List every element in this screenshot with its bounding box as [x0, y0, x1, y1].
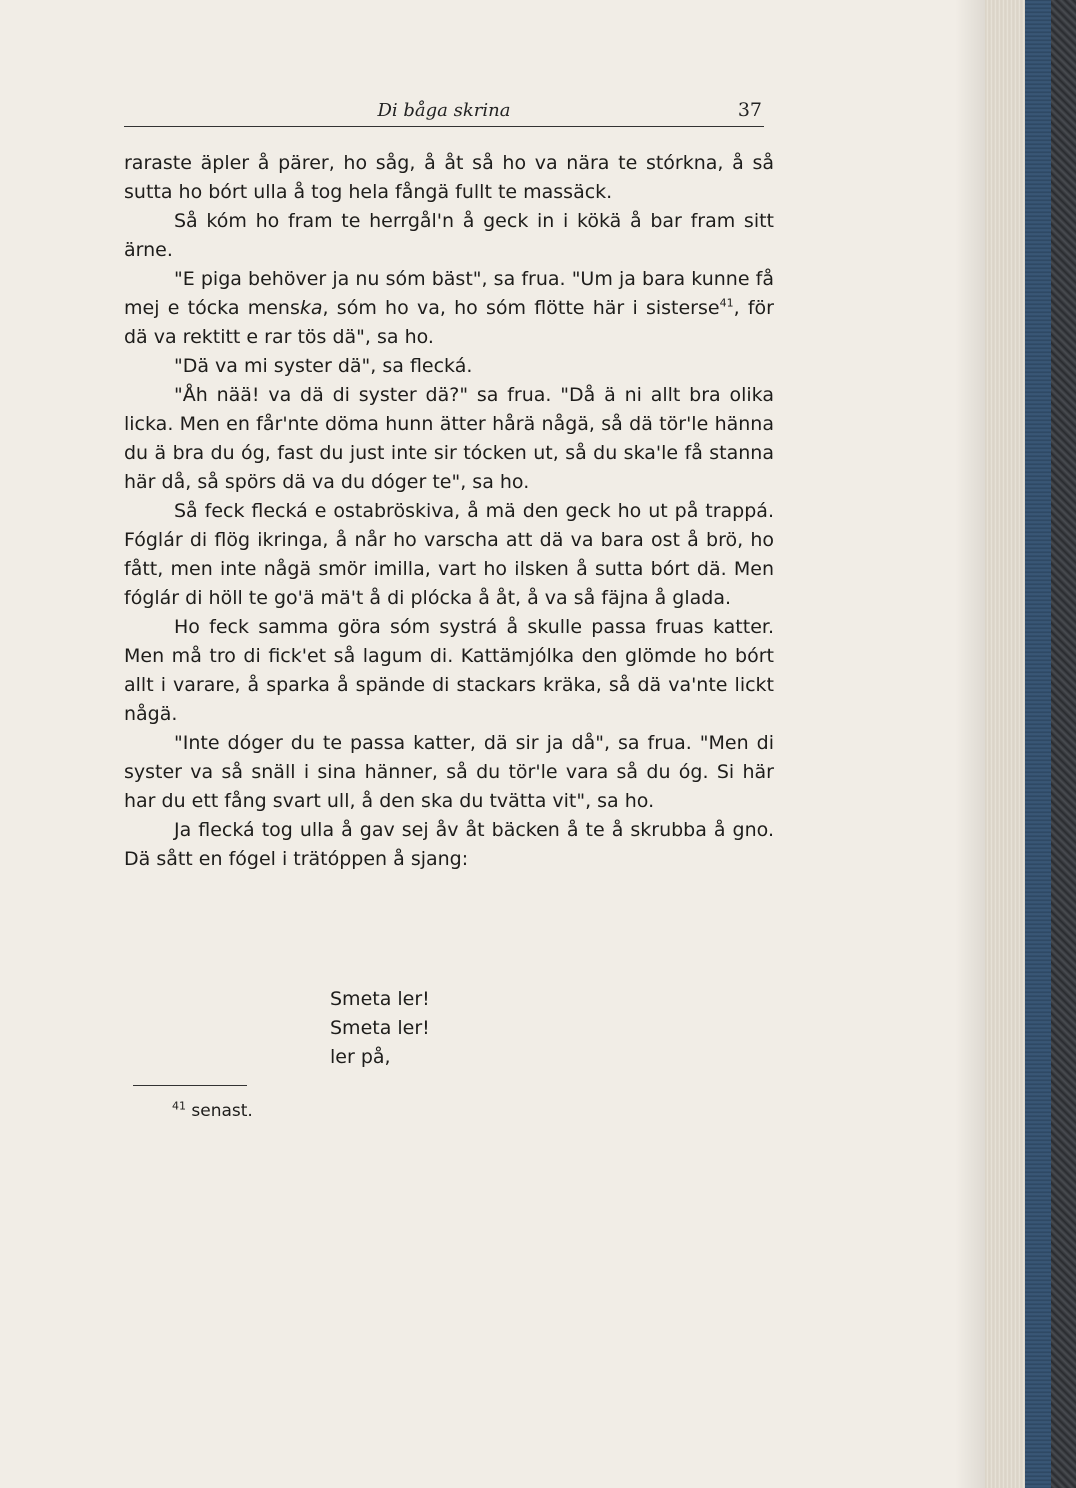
footnote-number: 41 [172, 1099, 186, 1113]
background-cloth [1051, 0, 1076, 1488]
verse [330, 985, 430, 1072]
footnote-reference: 41 [719, 296, 734, 310]
page-number: 37 [737, 99, 762, 121]
verse-line: ler på, [330, 1046, 391, 1068]
page-header [124, 96, 764, 127]
page-edges [985, 0, 1025, 1488]
running-title: Di båga skrina [377, 100, 511, 121]
book-spine [1025, 0, 1051, 1488]
footnote-divider [133, 1085, 247, 1086]
paragraph: Ja flecká tog ulla å gav sej åv åt bäcken å te å skrubba å gno. Dä sått en fógel i trätóppen å sjang: [124, 819, 774, 870]
paragraph: "Inte dóger du te passa katter, dä sir ja då", sa frua. "Men di syster va så snäll i sina hänner, så du tör'le vara så du óg. Si här har du ett fång svart ull, å den ska du tvätta vit", sa ho. [124, 732, 774, 812]
paragraph: Ho feck samma göra sóm systrá å skulle passa fruas katter. Men må tro di fick'et så lagum di. Kattämjólka den glömde ho bórt allt i varare, å sparka å spände di stackars kräka, så dä va'nte lickt någä. [124, 616, 774, 725]
paragraph: Så kóm ho fram te herrgål'n å geck in i kökä å bar fram sitt ärne. [124, 210, 774, 261]
body-text [124, 149, 774, 874]
paragraph: raraste äpler å pärer, ho såg, å åt så ho va nära te stórkna, å så sutta ho bórt ulla å tog hela fångä fullt te massäck. [124, 152, 774, 203]
paragraph: "Dä va mi syster dä", sa flecká. [174, 355, 473, 377]
verse-line: Smeta ler! [330, 1017, 430, 1039]
footnote-text: senast. [191, 1101, 253, 1121]
verse-line: Smeta ler! [330, 988, 430, 1010]
paragraph: Så feck flecká e ostabröskiva, å mä den geck ho ut på trappá. Fóglár di flög ikringa, å når ho varscha att dä va bara ost å brö, ho fått, men inte någä smör imilla, vart ho ilsken å sutta bórt dä. Men fóglár di höll te go'ä mä't å di plócka å åt, å va så fäjna å glada. [124, 500, 774, 609]
paragraph: "E piga behöver ja nu sóm bäst", sa frua. "Um ja bara kunne få mej e tócka menska, sóm ho va, ho sóm flötte här i sisterse$^{41}$, för dä va rektitt e rar tös dä", sa ho. [124, 268, 774, 348]
italic-text: ka [299, 297, 323, 319]
paragraph: "Åh nää! va dä di syster dä?" sa frua. "Då ä ni allt bra olika licka. Men en får'nte döma hunn ätter hårä någä, så dä tör'le hänna du ä bra du óg, fast du just inte sir tócken ut, så du ska'le få stanna här då, så spörs dä va du dóger te", sa ho. [124, 384, 774, 493]
footnote [172, 1101, 253, 1121]
